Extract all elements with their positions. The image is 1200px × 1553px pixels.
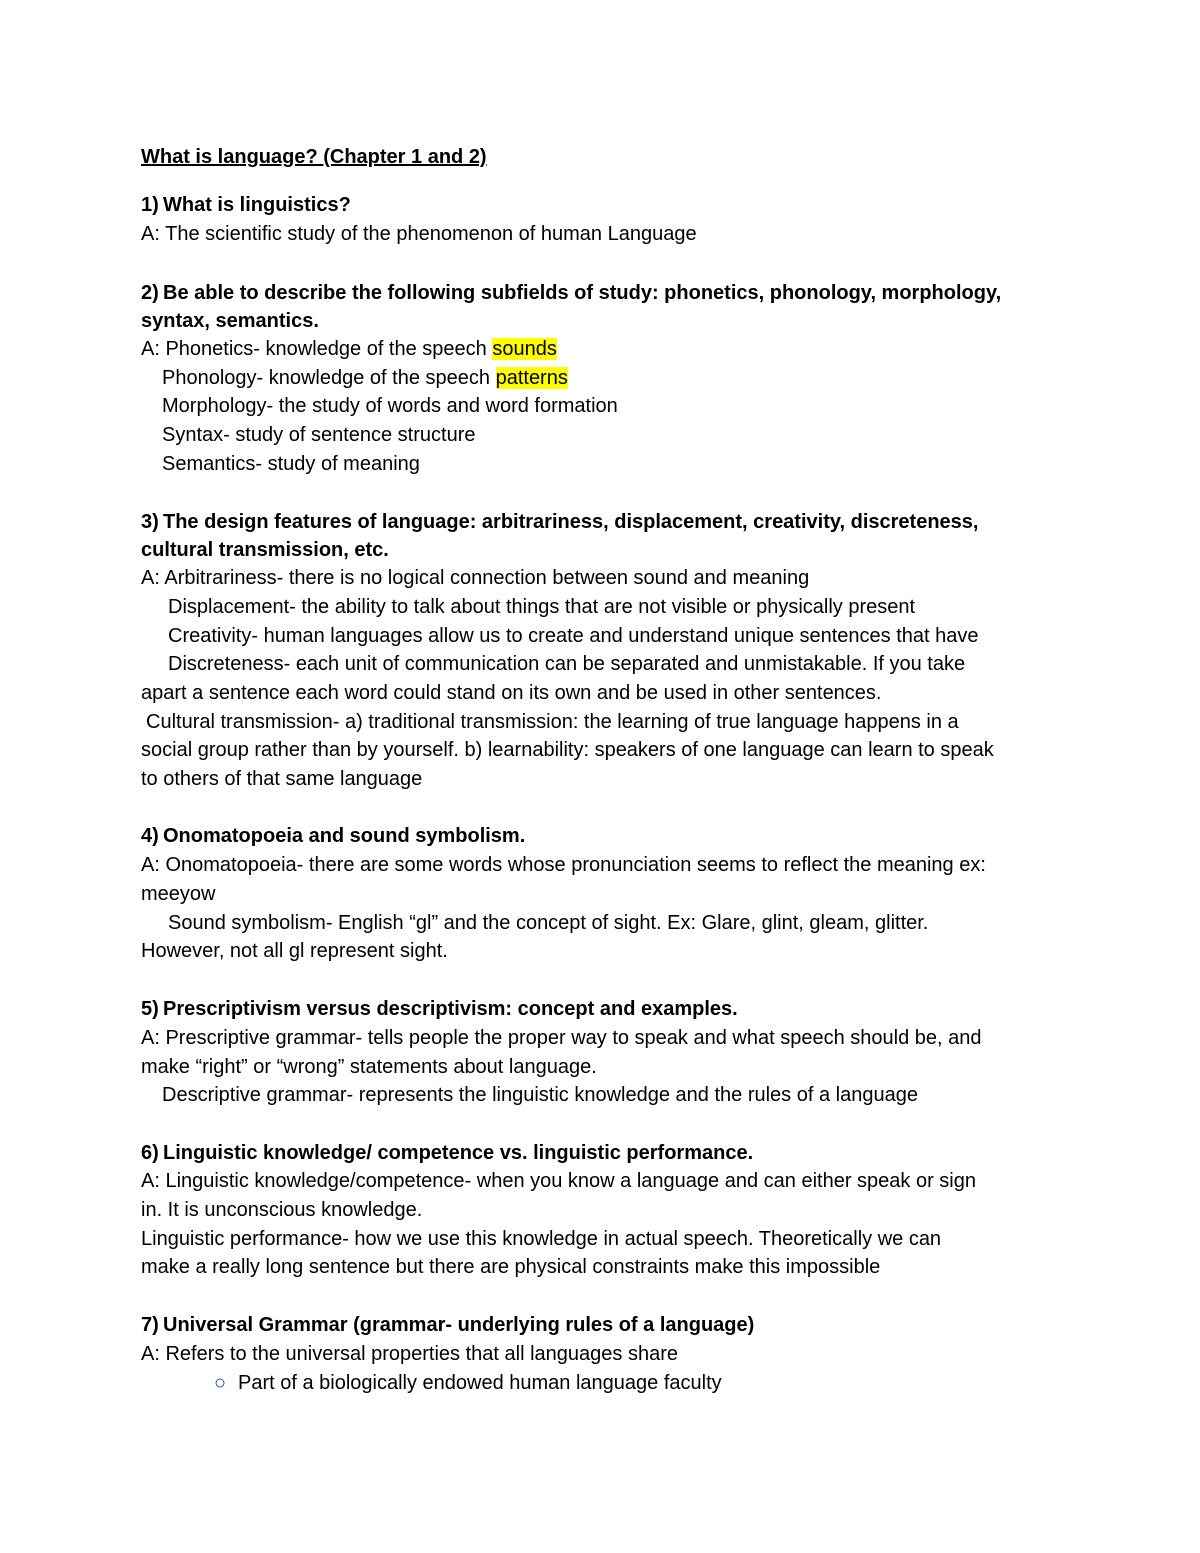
answer-2-morphology: Morphology- the study of words and word formation <box>162 395 618 417</box>
question-text: The design features of language: arbitrariness, displacement, creativity, discreteness, <box>163 511 979 533</box>
onomatopoeia-text: Onomatopoeia- there are some words whose pronunciation seems to reflect the meaning ex: <box>165 854 986 876</box>
answer-prefix: A: <box>141 567 160 589</box>
document-title: What is language? (Chapter 1 and 2) <box>141 146 487 168</box>
prescriptive-text: Prescriptive grammar- tells people the proper way to speak and what speech should be, and <box>165 1027 982 1049</box>
question-number: 1) <box>141 194 159 216</box>
answer-4-onomatopoeia <box>141 851 986 879</box>
answer-5-descriptive: Descriptive grammar- represents the linguistic knowledge and the rules of a language <box>162 1084 918 1106</box>
answer-3-cultural-cont: social group rather than by yourself. b) learnability: speakers of one language can learn to speak <box>141 739 994 761</box>
answer-5-prescriptive <box>141 1024 981 1052</box>
question-number: 7) <box>141 1314 159 1336</box>
answer-2-phonology <box>162 364 568 392</box>
answer-6-performance-cont: make a really long sentence but there are physical constraints make this impossible <box>141 1256 881 1278</box>
answer-2-syntax: Syntax- study of sentence structure <box>162 424 476 446</box>
answer-prefix: A: <box>141 854 160 876</box>
question-7 <box>141 1311 754 1339</box>
question-text: Be able to describe the following subfields of study: phonetics, phonology, morphology, <box>163 282 1002 304</box>
question-number: 5) <box>141 998 159 1020</box>
phonology-text: Phonology- knowledge of the speech <box>162 367 496 389</box>
question-text: Linguistic knowledge/ competence vs. linguistic performance. <box>163 1142 754 1164</box>
highlight-sounds: sounds <box>492 338 557 360</box>
question-2 <box>141 279 1001 307</box>
answer-prefix: A: <box>141 1343 160 1365</box>
answer-prefix: A: <box>141 223 160 245</box>
question-6 <box>141 1139 753 1167</box>
answer-3-creativity: Creativity- human languages allow us to create and understand unique sentences that have <box>168 625 979 647</box>
answer-text: The scientific study of the phenomenon of human Language <box>165 223 697 245</box>
answer-1 <box>141 220 697 248</box>
answer-4-sound-symbolism: Sound symbolism- English “gl” and the concept of sight. Ex: Glare, glint, gleam, glitter. <box>168 912 929 934</box>
question-number: 6) <box>141 1142 159 1164</box>
question-number: 2) <box>141 282 159 304</box>
knowledge-text: Linguistic knowledge/competence- when you know a language and can either speak or sign <box>165 1170 976 1192</box>
question-5 <box>141 995 738 1023</box>
question-text: Universal Grammar (grammar- underlying rules of a language) <box>163 1314 755 1336</box>
question-1 <box>141 191 351 219</box>
hollow-circle-bullet-icon: ○ <box>214 1372 227 1394</box>
answer-3-discreteness-cont: apart a sentence each word could stand on its own and be used in other sentences. <box>141 682 882 704</box>
answer-6-knowledge-cont: in. It is unconscious knowledge. <box>141 1199 423 1221</box>
question-3 <box>141 508 978 536</box>
answer-text: Refers to the universal properties that all languages share <box>165 1343 678 1365</box>
arbitrariness-text: Arbitrariness- there is no logical connection between sound and meaning <box>164 567 810 589</box>
answer-3-arbitrariness <box>141 564 809 592</box>
question-text: What is linguistics? <box>163 194 351 216</box>
answer-prefix: A: <box>141 1170 160 1192</box>
highlight-patterns: patterns <box>495 367 568 389</box>
answer-5-prescriptive-cont: make “right” or “wrong” statements about language. <box>141 1056 597 1078</box>
question-text: Prescriptivism versus descriptivism: concept and examples. <box>163 998 738 1020</box>
answer-7 <box>141 1340 678 1368</box>
question-2-cont: syntax, semantics. <box>141 310 319 332</box>
phonetics-text: Phonetics- knowledge of the speech <box>165 338 493 360</box>
answer-6-knowledge <box>141 1167 976 1195</box>
answer-4-sound-symbolism-cont: However, not all gl represent sight. <box>141 940 448 962</box>
answer-7-bullet: Part of a biologically endowed human language faculty <box>238 1372 722 1394</box>
question-4 <box>141 822 525 850</box>
answer-3-cultural: Cultural transmission- a) traditional transmission: the learning of true language happens in a <box>146 711 959 733</box>
answer-2-semantics: Semantics- study of meaning <box>162 453 420 475</box>
question-number: 3) <box>141 511 159 533</box>
answer-prefix: A: <box>141 338 160 360</box>
answer-3-discreteness: Discreteness- each unit of communication can be separated and unmistakable. If you take <box>168 653 966 675</box>
answer-3-cultural-cont2: to others of that same language <box>141 768 423 790</box>
answer-4-onomatopoeia-cont: meeyow <box>141 883 216 905</box>
answer-prefix: A: <box>141 1027 160 1049</box>
answer-3-displacement: Displacement- the ability to talk about things that are not visible or physically present <box>168 596 916 618</box>
answer-2-phonetics <box>141 335 557 363</box>
question-number: 4) <box>141 825 159 847</box>
answer-6-performance: Linguistic performance- how we use this knowledge in actual speech. Theoretically we can <box>141 1228 942 1250</box>
question-text: Onomatopoeia and sound symbolism. <box>163 825 526 847</box>
question-3-cont: cultural transmission, etc. <box>141 539 389 561</box>
